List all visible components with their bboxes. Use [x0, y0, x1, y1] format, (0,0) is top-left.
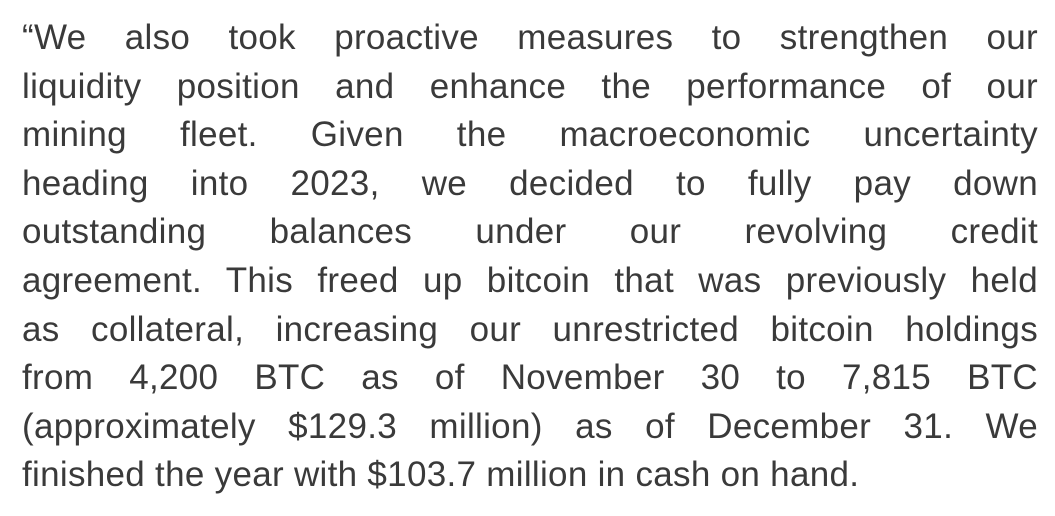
quote-line: liquidity position and enhance the performance of our: [22, 66, 1038, 106]
quote-paragraph: [22, 14, 1038, 500]
quote-line: agreement. This freed up bitcoin that was previously held: [22, 260, 1038, 300]
quote-line: “We also took proactive measures to strengthen our: [22, 18, 1038, 57]
quote-line: heading into 2023, we decided to fully pay down: [22, 163, 1038, 203]
quote-line: (approximately $129.3 million) as of December 31. We: [22, 406, 1038, 446]
quote-line: outstanding balances under our revolving credit: [22, 212, 1038, 252]
quote-line: as collateral, increasing our unrestricted bitcoin holdings: [22, 309, 1038, 349]
quote-line: finished the year with $103.7 million in cash on hand.: [22, 455, 860, 495]
quote-line: from 4,200 BTC as of November 30 to 7,815 BTC: [22, 358, 1038, 398]
quote-line: mining fleet. Given the macroeconomic uncertainty: [22, 115, 1038, 155]
